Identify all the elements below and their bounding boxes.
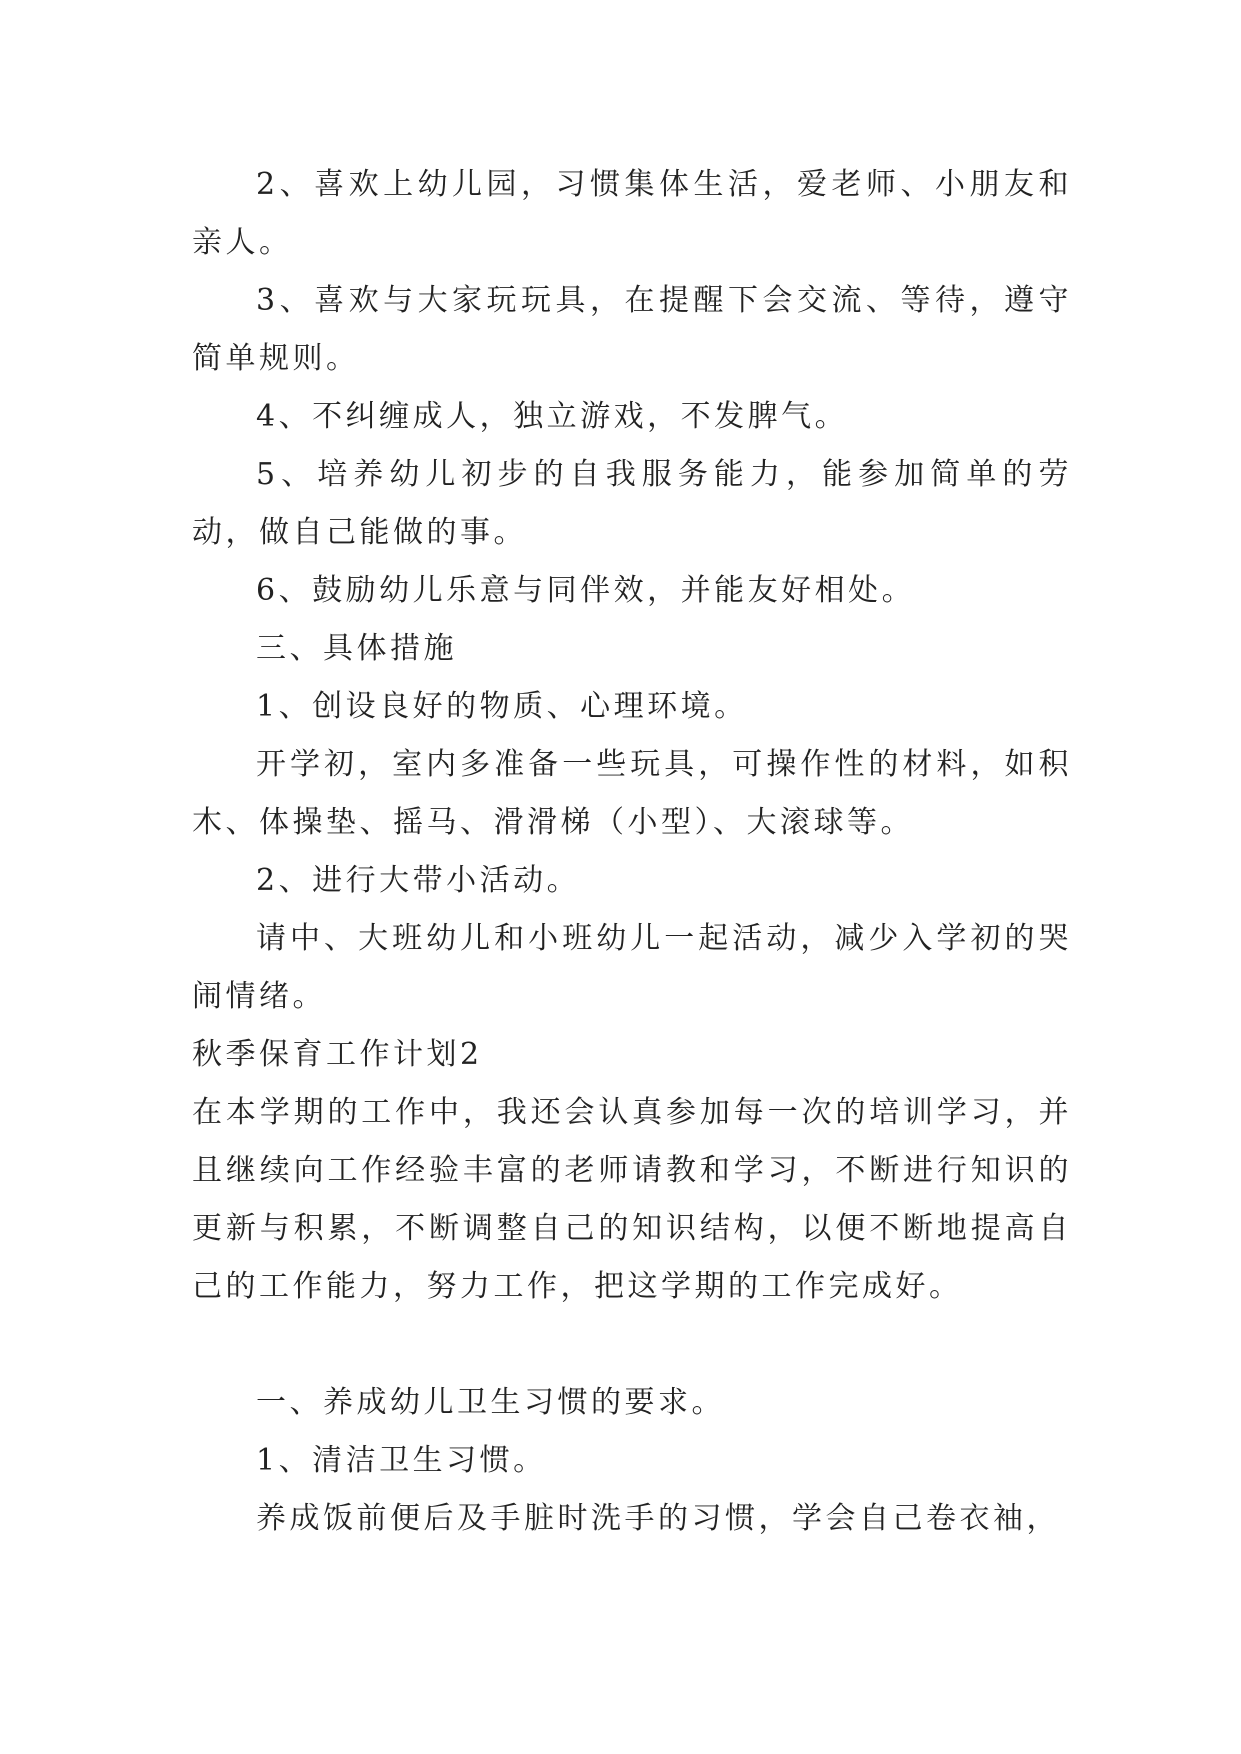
paragraph-item-4: 4、不纠缠成人，独立游戏，不发脾气。 [256, 399, 849, 434]
section-heading-hygiene: 一、养成幼儿卫生习惯的要求。 [256, 1385, 725, 1420]
measure-detail-2: 请中、大班幼儿和小班幼儿一起活动，减少入学初的哭闹情绪。 [192, 921, 1072, 1014]
paragraph-item-6: 6、鼓励幼儿乐意与同伴效，并能友好相处。 [256, 573, 916, 608]
plan-intro-paragraph: 在本学期的工作中，我还会认真参加每一次的培训学习，并且继续向工作经验丰富的老师请教和学习，不断进行知识的更新与积累，不断调整自己的知识结构，以便不断地提高自己的工作能力，努力工作，把这学期的工作完成好。 [192, 1095, 1072, 1304]
paragraph-item-5: 5、培养幼儿初步的自我服务能力，能参加简单的劳动，做自己能做的事。 [192, 457, 1072, 550]
hygiene-detail-1: 养成饭前便后及手脏时洗手的习惯，学会自己卷衣袖， [256, 1501, 1060, 1536]
paragraph-item-2: 2、喜欢上幼儿园，习惯集体生活，爱老师、小朋友和亲人。 [192, 167, 1072, 260]
plan-title-2: 秋季保育工作计划2 [192, 1037, 483, 1072]
paragraph-item-3: 3、喜欢与大家玩玩具，在提醒下会交流、等待，遵守简单规则。 [192, 283, 1072, 376]
section-heading-measures: 三、具体措施 [256, 631, 457, 666]
measure-item-1: 1、创设良好的物质、心理环境。 [256, 689, 748, 724]
blank-line [192, 1316, 1072, 1374]
measure-detail-1: 开学初，室内多准备一些玩具，可操作性的材料，如积木、体操垫、摇马、滑滑梯（小型）、大滚球等。 [192, 747, 1072, 840]
document-body [192, 156, 1072, 1548]
measure-item-2: 2、进行大带小活动。 [256, 863, 581, 898]
hygiene-item-1: 1、清洁卫生习惯。 [256, 1443, 547, 1478]
